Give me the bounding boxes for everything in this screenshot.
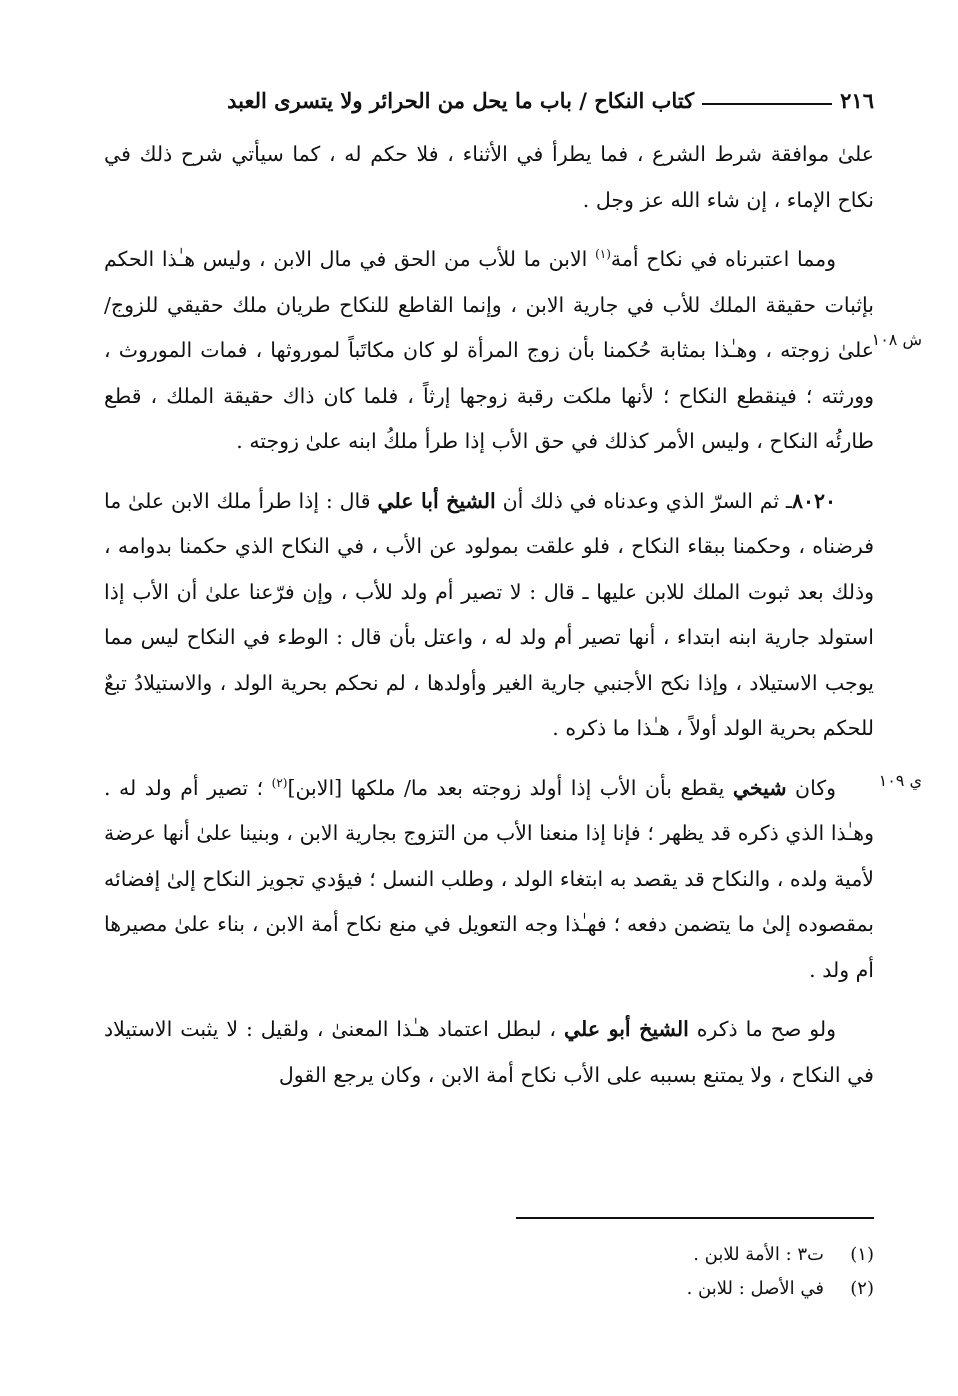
paragraph-5-text-a: ولو صح ما ذكره — [688, 1017, 836, 1041]
paragraph-5 — [104, 1007, 874, 1098]
footnote-2-text: في الأصل : للابن . — [686, 1278, 824, 1299]
paragraph-4 — [104, 766, 922, 994]
paragraph-4-text-c: ؛ تصير أم ولد له . وهـٰذا الذي ذكره قد يظهر ؛ فإنا إذا منعنا الأب من التزوج بجارية الابن ، وبنينا علىٰ أنها عرضة لأمية ولده ، والنكاح قد يقصد به ابتغاء الولد ، وطلب النسل ؛ فيؤدي تجويز النكاح إلىٰ إفضائه بمقصوده إلىٰ ما يتضمن دفعه ؛ فهـٰذا وجه التعويل في منع نكاح أمة الابن ، بناء علىٰ مصيرها أم ولد . — [104, 775, 874, 982]
footnotes — [104, 1238, 874, 1306]
paragraph-1-text: علىٰ موافقة شرط الشرع ، فما يطرأ في الأثناء ، فلا حكم له ، كما سيأتي شرح ذلك في نكاح الإماء ، إن شاء الله عز وجل . — [104, 142, 874, 212]
footnote-2-number: (٢) — [850, 1278, 874, 1299]
paragraph-2-text-b: حقيقي للزوج/ علىٰ زوجته ، وهـٰذا بمثابة حُكمنا بأن زوج المرأة لو كان مكاتَباً لموروثها ، فمات الموروث ، وورثته ؛ فينقطع النكاح ؛ لأنها ملكت رقبة زوجها إرثاً ، فلما كان ذاك حقيقة الملك ، قطع طارئُه النكاح ، وليس الأمر كذلك في حق الأب إذا طرأ ملكُ ابنه علىٰ زوجته . — [104, 292, 874, 453]
footnote-marker-1: (١) — [595, 247, 611, 262]
footnote-1 — [104, 1238, 874, 1272]
paragraph-4-text-a: وكان — [786, 775, 836, 800]
footnote-1-number: (١) — [850, 1244, 874, 1265]
paragraph-5-text-b: ، لبطل اعتماد هـٰذا المعنىٰ ، ولقيل : لا يثبت الاستيلاد في النكاح ، ولا يمتنع بسببه على الأب نكاح أمة الابن ، وكان يرجع القول — [104, 1017, 874, 1087]
footnote-marker-2: (٢) — [271, 775, 288, 790]
scholar-name: الشيخ أبا علي — [377, 488, 496, 513]
margin-reference-sh108: ش ١٠٨ — [871, 330, 922, 349]
issue-number: ٨٠٢٠ — [791, 488, 836, 513]
page-header — [104, 82, 874, 118]
page-number: ٢١٦ — [840, 87, 874, 113]
paragraph-3 — [104, 479, 874, 752]
paragraph-3-text-b: قال : إذا طرأ ملك الابن علىٰ ما فرضناه ، وحكمنا ببقاء النكاح ، فلو علقت بمولود عن الأب ، في النكاح الذي حكمنا بدوامه ، وذلك بعد ثبوت الملك للابن عليها ـ قال : لا تصير أم ولد للأب ، وإن فرّعنا علىٰ أن الأب إذا استولد جارية ابنه ابتداء ، أنها تصير أم ولد له ، واعتل بأن قال : الوطء في النكاح ليس مما يوجب الاستيلاد ، وإذا نكح الأجنبي جارية الغير وأولدها ، لم نحكم بحرية الولد ، والاستيلادُ تبعٌ للحكم بحرية الولد أولاً ، هـٰذا ما ذكره . — [104, 488, 874, 740]
footnote-1-text: ت٣ : الأمة للابن . — [693, 1244, 824, 1265]
paragraph-3-text-a: ـ ثم السرّ الذي وعدناه في ذلك أن — [495, 488, 792, 513]
paragraph-1 — [104, 132, 874, 223]
margin-reference-y109: ي ١٠٩ — [878, 770, 922, 790]
scholar-name-2: شيخي — [732, 775, 787, 800]
paragraph-2-text-start: ومما اعتبرناه في نكاح أمة — [610, 247, 836, 271]
footnote-2 — [104, 1272, 874, 1306]
header-rule — [702, 103, 832, 105]
footnote-separator — [516, 1217, 874, 1219]
main-text — [104, 132, 922, 1098]
paragraph-4-text-b: يقطع بأن الأب إذا أولد زوجته بعد ما/ ملكها [الابن] — [287, 775, 733, 800]
paragraph-2-text-a: الابن ما للأب من الحق في مال الابن ، وليس هـٰذا الحكم بإثبات حقيقة الملك للأب في جارية الابن ، وإنما القاطع للنكاح طريان ملك — [104, 247, 874, 317]
scholar-name-3: الشيخ أبو علي — [563, 1017, 689, 1041]
running-title: كتاب النكاح / باب ما يحل من الحرائر ولا يتسرى العبد — [227, 87, 695, 113]
paragraph-2 — [104, 237, 922, 465]
